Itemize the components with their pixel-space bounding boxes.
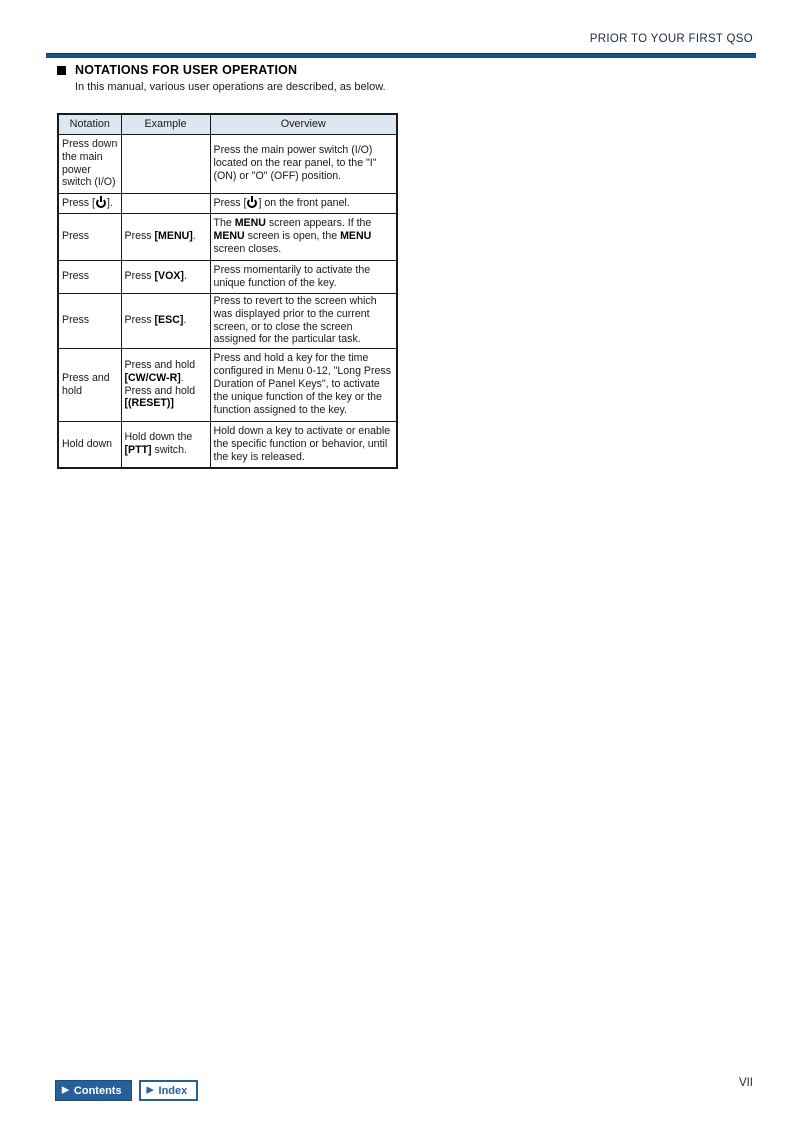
overview-cell: Press the main power switch (I/O) located on the rear panel, to the "I" (ON) or "O" (OFF) position. (210, 134, 397, 193)
column-header: Example (121, 114, 210, 134)
example-cell: Press [VOX]. (121, 260, 210, 293)
example-cell: Hold down the [PTT] switch. (121, 421, 210, 468)
overview-cell: Press to revert to the screen which was displayed prior to the current screen, or to close the screen assigned for the particular task. (210, 293, 397, 348)
power-icon (247, 197, 257, 207)
notations-table-wrap (57, 113, 398, 469)
page-number: VII (738, 1077, 753, 1089)
header-rule (46, 53, 756, 58)
overview-cell: Press [ ] on the front panel. (210, 193, 397, 213)
notations-section (57, 63, 397, 95)
play-triangle-icon: ▶ (62, 1084, 69, 1095)
index-button[interactable] (139, 1080, 199, 1101)
table-row (58, 348, 397, 421)
notations-table (57, 113, 398, 469)
example-cell: Press [MENU]. (121, 213, 210, 260)
example-cell: Press [ESC]. (121, 293, 210, 348)
notation-cell: Press (58, 213, 121, 260)
overview-cell: The MENU screen appears. If the MENU screen is open, the MENU screen closes. (210, 213, 397, 260)
table-row (58, 213, 397, 260)
section-heading (57, 63, 397, 77)
example-cell: Press and hold [CW/CW-R]. Press and hold [(RESET)] (121, 348, 210, 421)
section-title: NOTATIONS FOR USER OPERATION (75, 63, 298, 77)
table-row (58, 260, 397, 293)
notations-table-body (58, 134, 397, 468)
column-header: Notation (58, 114, 121, 134)
table-row (58, 293, 397, 348)
play-triangle-icon: ▶ (146, 1084, 154, 1095)
overview-cell: Press and hold a key for the time configured in Menu 0-12, "Long Press Duration of Panel Keys", to activate the unique function of the key or the function assigned to the key. (210, 348, 397, 421)
page-header-title: PRIOR TO YOUR FIRST QSO (589, 33, 753, 45)
power-icon (96, 197, 106, 207)
table-header-row (58, 114, 397, 134)
example-cell (121, 193, 210, 213)
notation-cell: Hold down (58, 421, 121, 468)
footer-nav (55, 1080, 198, 1101)
overview-cell: Hold down a key to activate or enable the specific function or behavior, until the key is released. (210, 421, 397, 468)
contents-button-label: Contents (73, 1084, 122, 1097)
notation-cell: Press down the main power switch (I/O) (58, 134, 121, 193)
table-row (58, 421, 397, 468)
index-button-label: Index (158, 1084, 188, 1097)
contents-button[interactable] (55, 1080, 132, 1101)
notation-cell: Press (58, 260, 121, 293)
column-header: Overview (210, 114, 397, 134)
notation-cell: Press (58, 293, 121, 348)
table-row (58, 193, 397, 213)
example-cell (121, 134, 210, 193)
table-row (58, 134, 397, 193)
overview-cell: Press momentarily to activate the unique function of the key. (210, 260, 397, 293)
square-bullet-icon (57, 66, 66, 75)
notation-cell: Press [ ]. (58, 193, 121, 213)
section-intro-text: In this manual, various user operations are described, as below. (75, 81, 386, 93)
notation-cell: Press and hold (58, 348, 121, 421)
